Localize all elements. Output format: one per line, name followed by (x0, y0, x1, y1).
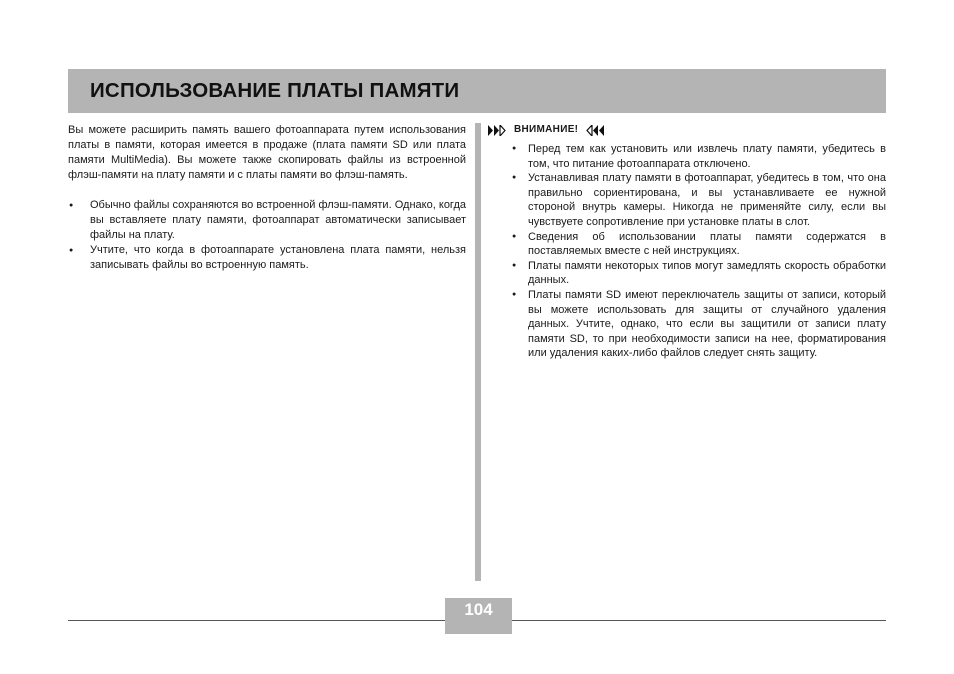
warning-arrows-right-icon (488, 125, 508, 136)
warning-header (488, 123, 886, 138)
page-number-box (445, 598, 512, 634)
page-title: ИСПОЛЬЗОВАНИЕ ПЛАТЫ ПАМЯТИ (90, 79, 460, 102)
title-bar (68, 69, 886, 113)
left-bullet-list (68, 198, 466, 273)
left-column (68, 123, 466, 273)
right-column (488, 123, 886, 361)
warning-label: ВНИМАНИЕ! (514, 124, 579, 136)
warning-arrows-left-icon (584, 125, 604, 136)
list-item: ● Сведения об использовании платы памяти содержатся в поставляемых вместе с ней инструкциях. (488, 230, 886, 259)
list-item: ● Платы памяти SD имеют переключатель защиты от записи, который вы можете использовать для защиты от случайного удаления данных. Учтите, однако, что если вы защитили от записи плату памяти SD, то при необходимости записи на нее, форматирования или удаления каких-либо файлов следует снять защиту. (488, 288, 886, 361)
list-item: ● Учтите, что когда в фотоаппарате установлена плата памяти, нельзя записывать файлы во встроенную память. (68, 243, 466, 273)
list-item: ● Обычно файлы сохраняются во встроенной флэш-памяти. Однако, когда вы вставляете плату памяти, фотоаппарат автоматически записывает файлы на плату. (68, 198, 466, 243)
intro-paragraph: Вы можете расширить память вашего фотоаппарата путем использования платы в памяти, которая имеется в продаже (плата памяти SD или плата памяти MultiMedia). Вы можете также скопировать файлы из встроенной флэш-памяти на плату памяти и с платы памяти во флэш-память. (68, 124, 466, 181)
column-divider (475, 123, 481, 581)
list-item: ● Перед тем как установить или извлечь плату памяти, убедитесь в том, что питание фотоаппарата отключено. (488, 142, 886, 171)
warning-bullet-list (488, 142, 886, 361)
page-number: 104 (464, 600, 493, 619)
list-item: ● Платы памяти некоторых типов могут замедлять скорость обработки данных. (488, 259, 886, 288)
list-item: ● Устанавливая плату памяти в фотоаппарат, убедитесь в том, что она правильно сориентирована, и вы устанавливаете ее нужной стороной внутрь камеры. Никогда не применяйте силу, если вы чувствуете сопротивление при установке платы в слот. (488, 171, 886, 229)
